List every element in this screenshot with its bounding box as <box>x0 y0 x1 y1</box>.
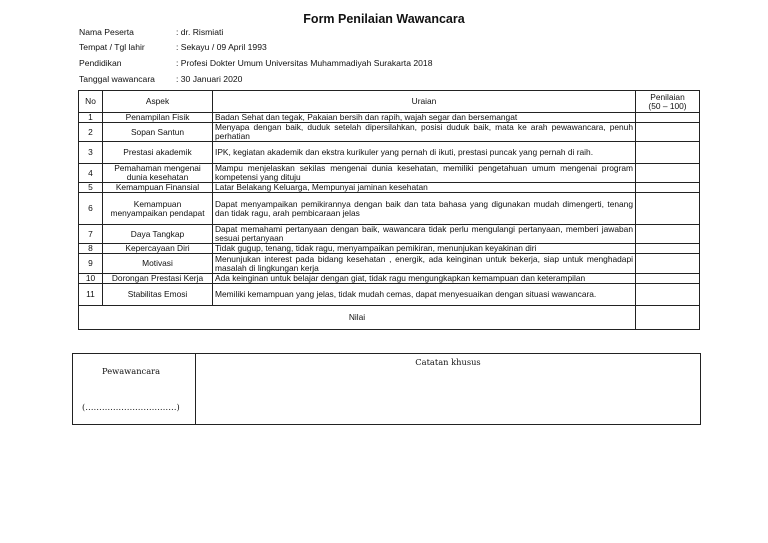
info-label: Pendidikan <box>79 58 122 68</box>
table-row <box>79 284 700 306</box>
row-uraian: Memiliki kemampuan yang jelas, tidak mudah cemas, dapat menyesuaikan dengan situasi wawancara. <box>213 284 636 306</box>
row-no: 11 <box>79 284 103 306</box>
total-score-cell[interactable] <box>636 306 700 330</box>
catatan-khusus-cell[interactable] <box>196 354 701 425</box>
table-row <box>79 274 700 284</box>
score-cell[interactable] <box>636 113 700 123</box>
row-uraian: Latar Belakang Keluarga, Mempunyai jaminan kesehatan <box>213 183 636 193</box>
table-row <box>79 244 700 254</box>
score-cell[interactable] <box>636 274 700 284</box>
score-cell[interactable] <box>636 244 700 254</box>
score-cell[interactable] <box>636 193 700 225</box>
row-no: 7 <box>79 225 103 244</box>
score-cell[interactable] <box>636 164 700 183</box>
info-label: Tempat / Tgl lahir <box>79 42 145 52</box>
score-cell[interactable] <box>636 123 700 142</box>
table-header-row <box>79 91 700 113</box>
info-label: Nama Peserta <box>79 27 134 37</box>
row-aspek: Kemampuan menyampaikan pendapat <box>103 193 213 225</box>
score-cell[interactable] <box>636 284 700 306</box>
info-value: : dr. Rismiati <box>176 27 224 37</box>
table-row <box>79 193 700 225</box>
score-cell[interactable] <box>636 254 700 274</box>
info-value: : Sekayu / 09 April 1993 <box>176 42 267 52</box>
row-aspek: Kepercayaan Diri <box>103 244 213 254</box>
row-uraian: Dapat menyampaikan pemikirannya dengan baik dan tata bahasa yang digunakan mudah dimengerti, tenang dan tidak ragu, arah pembicaraan jelas <box>213 193 636 225</box>
nilai-label: Nilai <box>79 306 636 330</box>
header-no: No <box>79 91 103 113</box>
row-no: 5 <box>79 183 103 193</box>
row-no: 3 <box>79 142 103 164</box>
score-cell[interactable] <box>636 225 700 244</box>
row-uraian: Ada keinginan untuk belajar dengan giat, tidak ragu mengungkapkan kemampuan dan keterampilan <box>213 274 636 284</box>
info-value: : Profesi Dokter Umum Universitas Muhammadiyah Surakarta 2018 <box>176 58 433 68</box>
row-aspek: Daya Tangkap <box>103 225 213 244</box>
form-title: Form Penilaian Wawancara <box>303 12 465 26</box>
info-label: Tanggal wawancara <box>79 74 155 84</box>
row-uraian: IPK, kegiatan akademik dan ekstra kurikuler yang pernah di ikuti, prestasi puncak yang pernah di raih. <box>213 142 636 164</box>
signature-line: (……………………………) <box>82 402 180 412</box>
row-no: 10 <box>79 274 103 284</box>
table-row <box>79 142 700 164</box>
header-penilaian-range: (50 – 100) <box>648 100 687 111</box>
row-uraian: Mampu menjelaskan sekilas mengenai dunia kesehatan, memiliki pengetahuan umum mengenai program kompetensi yang dituju <box>213 164 636 183</box>
row-uraian: Menunjukan interest pada bidang kesehatan , energik, ada keinginan untuk bekerja, siap untuk menghadapi masalah di lingkungan kerja <box>213 254 636 274</box>
header-penilaian-label: Penilaian <box>650 91 685 102</box>
row-no: 6 <box>79 193 103 225</box>
header-uraian: Uraian <box>213 91 636 113</box>
table-row <box>79 225 700 244</box>
table-footer-row <box>79 306 700 330</box>
pewawancara-label: Pewawancara <box>102 366 161 376</box>
info-value: : 30 Januari 2020 <box>176 74 243 84</box>
table-row <box>79 164 700 183</box>
row-no: 2 <box>79 123 103 142</box>
row-no: 9 <box>79 254 103 274</box>
header-aspek: Aspek <box>103 91 213 113</box>
row-no: 4 <box>79 164 103 183</box>
table-row <box>79 254 700 274</box>
row-no: 1 <box>79 113 103 123</box>
score-cell[interactable] <box>636 183 700 193</box>
row-uraian: Tidak gugup, tenang, tidak ragu, menyampaikan pemikiran, menunjukan keyakinan diri <box>213 244 636 254</box>
assessment-table <box>78 90 700 330</box>
row-aspek: Sopan Santun <box>103 123 213 142</box>
row-uraian: Menyapa dengan baik, duduk setelah dipersilahkan, posisi duduk baik, mata ke arah pewawancara, penuh perhatian <box>213 123 636 142</box>
notes-table <box>72 353 701 425</box>
table-row <box>79 123 700 142</box>
row-uraian: Dapat memahami pertanyaan dengan baik, wawancara tidak perlu mengulangi pertanyaan, memberi jawaban sesuai pertanyaan <box>213 225 636 244</box>
row-aspek: Prestasi akademik <box>103 142 213 164</box>
score-cell[interactable] <box>636 142 700 164</box>
table-row <box>79 113 700 123</box>
row-aspek: Stabilitas Emosi <box>103 284 213 306</box>
row-aspek: Kemampuan Finansial <box>103 183 213 193</box>
row-aspek: Motivasi <box>103 254 213 274</box>
row-uraian: Badan Sehat dan tegak, Pakaian bersih dan rapih, wajah segar dan bersemangat <box>213 113 636 123</box>
row-aspek: Pemahaman mengenai dunia kesehatan <box>103 164 213 183</box>
row-no: 8 <box>79 244 103 254</box>
row-aspek: Dorongan Prestasi Kerja <box>103 274 213 284</box>
row-aspek: Penampilan Fisik <box>103 113 213 123</box>
header-penilaian <box>636 91 700 113</box>
table-row <box>79 183 700 193</box>
catatan-khusus-label: Catatan khusus <box>415 357 481 367</box>
pewawancara-cell <box>73 354 196 425</box>
